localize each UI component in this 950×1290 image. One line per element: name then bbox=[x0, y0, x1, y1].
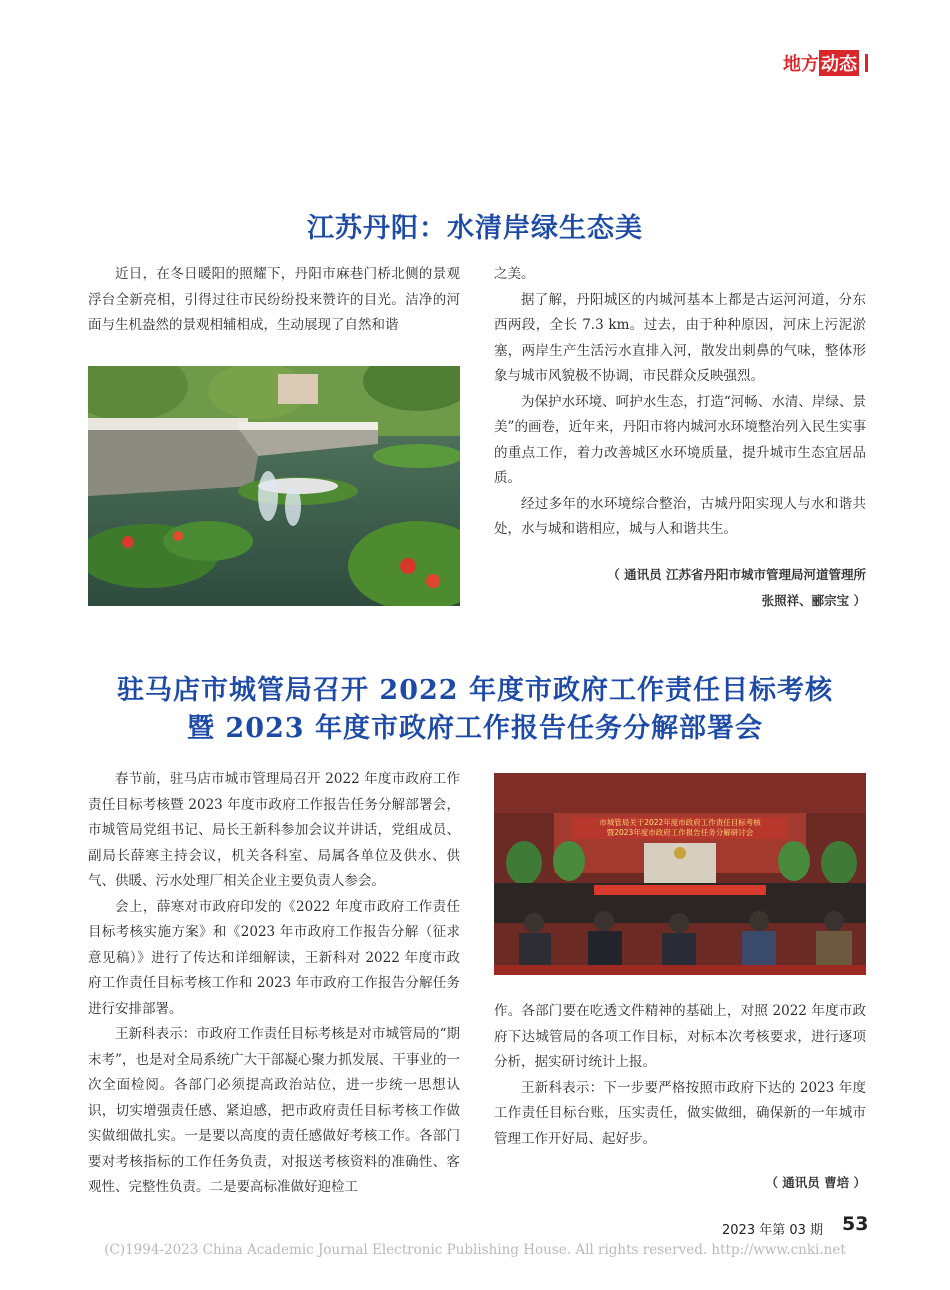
article2-para1: 春节前，驻马店市城市管理局召开 2022 年度市政府工作责任目标考核暨 2023 年度市政府工作报告任务分解部署会，市城管局党组书记、局长王新科参加会议并讲话，党组成员、副局长薛寒主持会议，机关各科室、局属各单位及供水、供气、供暖、污水处理厂相关企业主要负责人参会。 bbox=[88, 771, 460, 889]
article1-para1-cont: 之美。 bbox=[494, 266, 535, 282]
article1-left-column bbox=[88, 262, 460, 339]
issue-number: 2023 年第 03 期 bbox=[722, 1223, 824, 1238]
copyright-watermark: (C)1994-2023 China Academic Journal Electronic Publishing House. All rights reserved. http://www.cnki.net bbox=[104, 1242, 846, 1258]
article2-title-line1: 驻马店市城管局召开 2022 年度市政府工作责任目标考核 bbox=[117, 675, 833, 706]
article2-byline: （ 通讯员 曹培 ） bbox=[765, 1175, 866, 1190]
article2-right-column bbox=[494, 999, 866, 1152]
article1-byline-line2: 张照祥、郦宗宝 ） bbox=[761, 593, 866, 608]
article2-para4: 王新科表示：下一步要严格按照市政府下达的 2023 年度工作责任目标台账，压实责任，做实做细，确保新的一年城市管理工作开好局、起好步。 bbox=[494, 1079, 866, 1147]
article2-title-line2: 暨 2023 年度市政府工作报告任务分解部署会 bbox=[187, 713, 763, 744]
article2-left-column bbox=[88, 767, 460, 1201]
article1-right-column bbox=[494, 262, 866, 543]
article1-para2: 据了解，丹阳城区的内城河基本上都是古运河河道，分东西两段，全长 7.3 km。过去，由于种种原因，河床上污泥淤塞，两岸生产生活污水直排入河，散发出刺鼻的气味，整体形象与城市风貌极不协调，市民群众反映强烈。 bbox=[494, 291, 866, 384]
banner-line2: 暨2023年度市政府工作报告任务分解研讨会 bbox=[606, 828, 754, 837]
article2-para3-cont: 作。各部门要在吃透文件精神的基础上，对照 2022 年度市政府下达城管局的各项工作目标，对标本次考核要求，进行逐项分析，据实研讨统计上报。 bbox=[494, 1003, 866, 1070]
article1-para4: 经过多年的水环境综合整治，古城丹阳实现人与水和谐共处，水与城和谐相应，城与人和谐共生。 bbox=[494, 495, 866, 537]
article1-byline bbox=[494, 562, 866, 614]
article1-title: 江苏丹阳：水清岸绿生态美 bbox=[307, 213, 643, 244]
article1-byline-line1: （ 通讯员 江苏省丹阳市城市管理局河道管理所 bbox=[607, 567, 866, 582]
section-tag-part2: 动态 bbox=[819, 50, 859, 76]
article1-para1: 近日，在冬日暖阳的照耀下，丹阳市麻巷门桥北侧的景观浮台全新亮相，引得过往市民纷纷投来赞许的目光。洁净的河面与生机盎然的景观相辅相成，生动展现了自然和谐 bbox=[88, 266, 460, 333]
meeting-photo bbox=[494, 773, 866, 975]
article1-para3: 为保护水环境、呵护水生态，打造“河畅、水清、岸绿、景美”的画卷，近年来，丹阳市将内城河水环境整治列入民生实事的重点工作，着力改善城区水环境质量，提升城市生态宜居品质。 bbox=[494, 393, 866, 486]
river-photo bbox=[88, 366, 460, 606]
section-tag-bar bbox=[865, 54, 868, 72]
article2-title bbox=[0, 672, 950, 748]
article2-para2: 会上，薛寒对市政府印发的《2022 年度市政府工作责任目标考核实施方案》和《2023 年市政府工作报告分解（征求意见稿）》进行了传达和详细解读，王新科对 2022 年度市政府工作责任目标考核工作和 2023 年市政府工作报告分解任务进行安排部署。 bbox=[88, 898, 460, 1017]
section-tag bbox=[783, 50, 868, 76]
page-number: 53 bbox=[842, 1213, 869, 1235]
section-tag-part1: 地方 bbox=[783, 54, 819, 75]
banner-line1: 市城管局关于2022年度市政府工作责任目标考核 bbox=[599, 818, 761, 827]
article2-para3: 王新科表示：市政府工作责任目标考核是对市城管局的“期末考”，也是对全局系统广大干部凝心聚力抓发展、干事业的一次全面检阅。各部门必须提高政治站位，进一步统一思想认识，切实增强责任感、紧迫感，把市政府责任目标考核工作做实做细做扎实。一是要以高度的责任感做好考核工作。各部门要对考核指标的工作任务负责，对报送考核资料的准确性、客观性、完整性负责。二是要高标准做好迎检工 bbox=[88, 1026, 460, 1195]
